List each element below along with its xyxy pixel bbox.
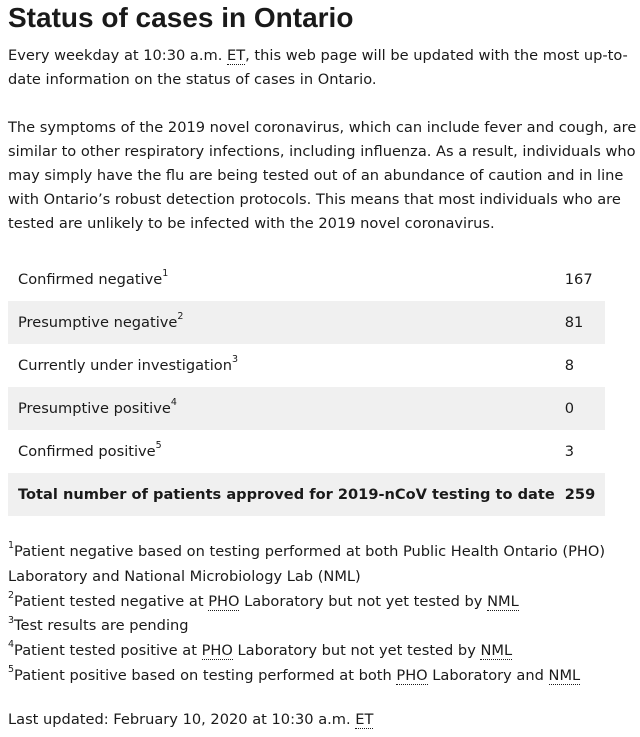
nml-abbreviation[interactable]: NML (548, 666, 581, 684)
footnote-marker: 4 (170, 397, 177, 409)
row-label (8, 430, 565, 473)
footnote-text: Laboratory and (427, 666, 549, 684)
row-label (8, 301, 565, 344)
pho-abbreviation[interactable]: PHO (208, 592, 240, 610)
row-value: 3 (564, 443, 575, 460)
footnote-number: 3 (8, 614, 15, 626)
symptoms-line: tested are unlikely to be infected with the 2019 novel coronavirus. (8, 215, 495, 232)
pho-abbreviation[interactable]: PHO (201, 642, 233, 660)
intro-text-start: Every weekday at 10:30 a.m. (8, 47, 228, 64)
intro-text-end: , this web page will be updated with the most up-to- (245, 47, 628, 64)
intro-text-line2: date information on the status of cases in Ontario. (8, 71, 377, 88)
symptoms-line: may simply have the flu are being tested out of an abundance of caution and in line (8, 167, 624, 184)
total-value: 259 (565, 473, 605, 516)
footnote-item (8, 639, 605, 664)
footnote-marker: 3 (231, 354, 239, 366)
row-value: 0 (565, 387, 605, 430)
nml-abbreviation[interactable]: NML (487, 592, 519, 610)
footnote-number: 4 (8, 639, 15, 651)
case-status-table (8, 258, 605, 516)
row-label-text: Presumptive negative (18, 314, 178, 331)
et-abbreviation[interactable]: ET (227, 47, 246, 64)
footnote-number: 1 (8, 540, 15, 552)
footnote-text: Patient negative based on testing performed at both Public Health Ontario (PHO) (14, 543, 606, 560)
table-row (8, 387, 605, 430)
pho-abbreviation[interactable]: PHO (396, 666, 428, 684)
footnote-marker: 2 (177, 311, 184, 323)
page-title: Status of cases in Ontario (8, 2, 354, 33)
symptoms-paragraph (8, 116, 636, 236)
footnote-number: 5 (8, 664, 15, 676)
row-label-text: Currently under investigation (18, 357, 232, 374)
footnote-item (8, 664, 605, 689)
symptoms-line: with Ontario’s robust detection protocols. This means that most individuals who are (8, 191, 621, 208)
intro-paragraph (8, 44, 628, 92)
footnote-number: 2 (8, 589, 15, 601)
footnote-text: Laboratory and National Microbiology Lab (NML) (8, 567, 361, 585)
footnote-text: Patient positive based on testing performed at both (14, 666, 397, 684)
table-row (8, 430, 605, 473)
footnotes-list (8, 540, 605, 689)
last-updated (8, 708, 373, 732)
total-row (8, 473, 605, 516)
row-label-text: Presumptive positive (18, 400, 171, 417)
nml-abbreviation[interactable]: NML (480, 642, 513, 660)
row-label (8, 258, 565, 301)
row-label-text: Confirmed negative (18, 271, 163, 288)
table-row (8, 258, 605, 301)
row-value: 8 (564, 357, 575, 374)
footnote-text: Patient tested negative at (14, 592, 209, 610)
footnote-marker: 5 (155, 440, 162, 452)
footnote-item (8, 540, 605, 590)
row-value: 81 (565, 301, 605, 344)
row-label (8, 344, 565, 387)
row-label (8, 387, 565, 430)
footnote-item (8, 614, 605, 639)
et-abbreviation[interactable]: ET (355, 711, 374, 728)
symptoms-line: The symptoms of the 2019 novel coronavirus, which can include fever and cough, are (8, 119, 637, 136)
footnote-item (8, 590, 605, 615)
row-value: 167 (564, 271, 593, 288)
footnote-text: Laboratory but not yet tested by (232, 642, 481, 660)
row-label-text: Confirmed positive (18, 443, 156, 460)
footnote-text: Patient tested positive at (14, 642, 202, 660)
symptoms-line: similar to other respiratory infections, including influenza. As a result, individuals who (8, 143, 636, 160)
footnote-text: Test results are pending (14, 617, 189, 635)
last-updated-text: Last updated: February 10, 2020 at 10:30 a.m. (8, 711, 356, 728)
footnote-text: Laboratory but not yet tested by (239, 592, 488, 610)
total-label: Total number of patients approved for 2019-nCoV testing to date (8, 473, 565, 516)
table-row (8, 301, 605, 344)
table-row (8, 344, 605, 387)
footnote-marker: 1 (162, 268, 169, 280)
